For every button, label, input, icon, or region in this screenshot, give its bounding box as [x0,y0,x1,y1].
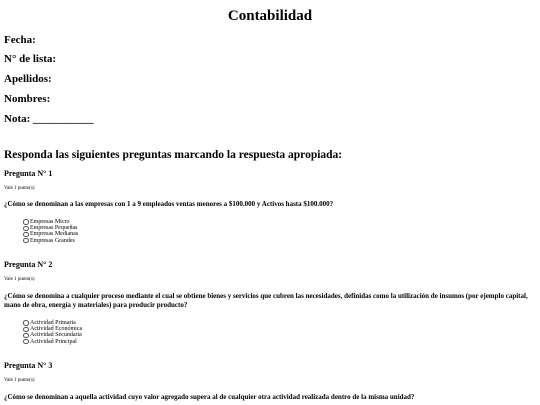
question-2-option[interactable] [23,332,82,338]
question-2-option[interactable] [23,320,82,326]
radio-button[interactable] [23,238,29,244]
question-1-points: Vale 1 punto(s) [4,186,35,191]
option-label: Actividad Primaria [30,320,76,327]
question-3-title: Pregunta N° 3 [4,361,53,370]
question-2-option[interactable] [23,326,82,332]
question-1-title: Pregunta N° 1 [4,169,53,178]
option-label: Empresas Micro [30,219,70,226]
grade-field-label: Nota: ___________ [4,113,94,125]
instructions: Responda las siguientes preguntas marcando la respuesta apropiada: [4,149,343,161]
radio-button[interactable] [23,320,29,326]
question-3-text: ¿Cómo se denominan a aquella actividad cuyo valor agregado supera al de cualquier otra actividad realizada dentro de la misma unidad? [4,393,415,401]
question-3-points: Vale 1 punto(s) [4,378,35,383]
radio-button[interactable] [23,333,29,339]
radio-button[interactable] [23,219,29,225]
question-1-option[interactable] [23,231,78,237]
option-label: Actividad Secundaria [30,332,82,339]
question-1-option[interactable] [23,238,78,244]
question-2-text: ¿Cómo se denomina a cualquier proceso mediante el cual se obtiene bienes y servicios que cubren las necesidades, definidas como la utilización de insumos (por ejemplo capital, mano de obra, energía y materiales) para producir producto? [4,292,528,309]
surnames-field-label: Apellidos: [4,73,52,85]
question-1-options [23,219,78,244]
radio-button[interactable] [23,232,29,238]
list-number-field-label: N° de lista: [4,53,57,65]
option-label: Empresas Pequeñas [30,225,78,232]
option-label: Empresas Grandes [30,237,75,244]
question-2-option[interactable] [23,339,82,345]
page-title: Contabilidad [227,8,313,24]
radio-button[interactable] [23,327,29,333]
option-label: Actividad Principal [30,338,77,345]
question-1-text: ¿Cómo se denominan a las empresas con 1 a 9 empleados ventas menores a $100.000 y Activos hasta $100.000? [4,200,334,208]
names-field-label: Nombres: [4,93,51,105]
question-2-points: Vale 1 punto(s) [4,277,35,282]
radio-button[interactable] [23,339,29,345]
option-label: Empresas Medianas [30,231,79,238]
question-1-option[interactable] [23,225,78,231]
question-2-title: Pregunta N° 2 [4,260,53,269]
question-2-options [23,320,82,345]
option-label: Actividad Económica [30,326,83,333]
radio-button[interactable] [23,226,29,232]
date-field-label: Fecha: [4,34,36,46]
